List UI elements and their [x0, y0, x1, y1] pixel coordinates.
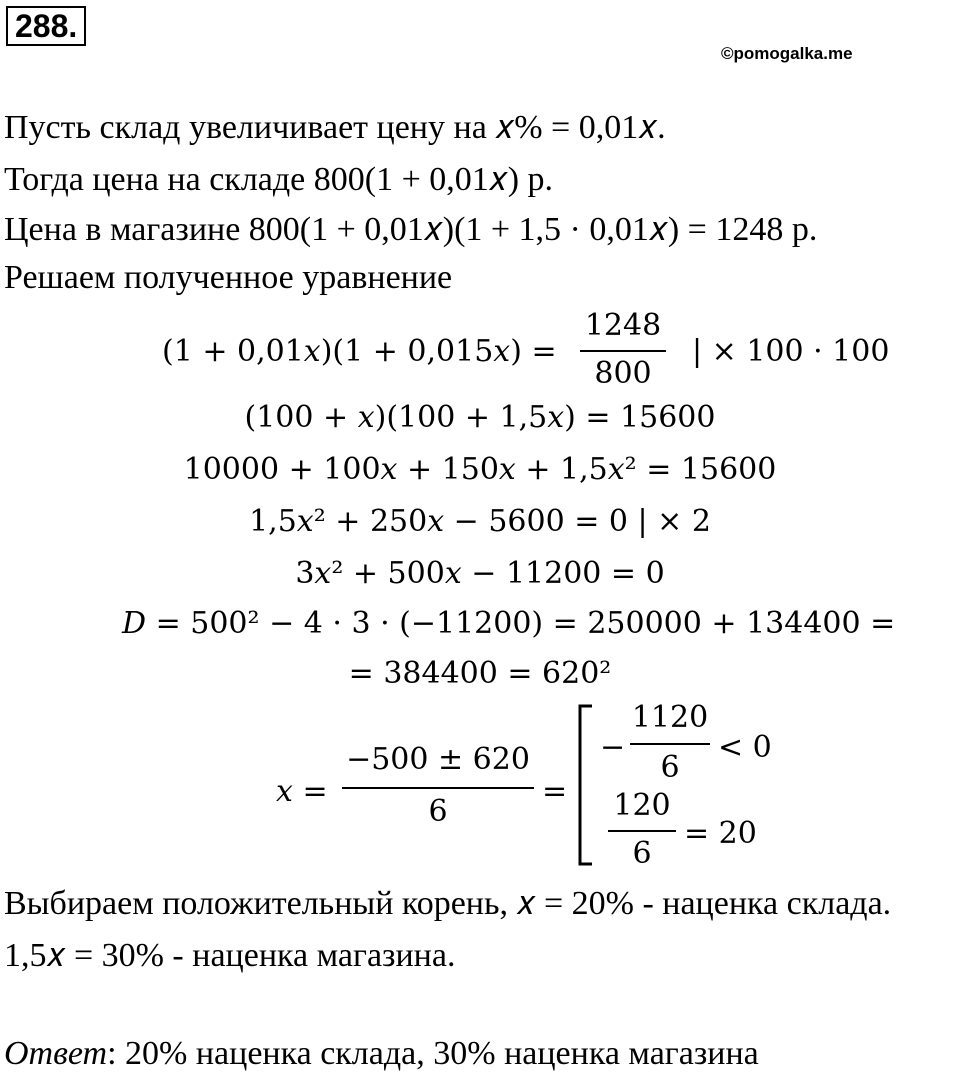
root-2-numerator: 120 [613, 788, 671, 823]
answer-line [4, 1034, 759, 1074]
roots-fraction-bar [342, 787, 534, 789]
roots-equals: = [542, 774, 568, 809]
equation-1-fraction-bar [580, 350, 666, 352]
roots-denominator: 6 [428, 794, 448, 829]
equation-1-right: | × 100 · 100 [692, 334, 890, 369]
equation-3: 10000 + 100𝑥 + 150𝑥 + 1,5𝑥² = 15600 [183, 452, 777, 487]
root-2-denominator: 6 [632, 836, 652, 871]
text-line-1: Пусть склад увеличивает цену на 𝑥% = 0,01𝑥. [4, 109, 666, 146]
equation-1-denominator: 800 [594, 356, 652, 391]
equation-6: 𝐷 = 500² − 4 · 3 · (−11200) = 250000 + 134400 = [122, 606, 896, 641]
text-line-3: Цена в магазине 800(1 + 0,01𝑥)(1 + 1,5 · 0,01𝑥) = 1248 р. [4, 211, 818, 248]
text-line-2: Тогда цена на складе 800(1 + 0,01𝑥) р. [4, 161, 554, 198]
watermark: ©pomogalka.me [721, 44, 853, 63]
root-2-tail: = 20 [684, 816, 757, 851]
root-1-minus: − [600, 730, 626, 765]
equation-4: 1,5𝑥² + 250𝑥 − 5600 = 0 | × 2 [249, 504, 711, 539]
root-1-denominator: 6 [660, 750, 680, 785]
problem-number: 288. [6, 6, 86, 46]
answer-label: Ответ [4, 1035, 108, 1072]
conclusion-line-1: Выбираем положительный корень, 𝑥 = 20% - наценка склада. [4, 885, 892, 922]
equation-1-left: (1 + 0,01𝑥)(1 + 0,015𝑥) = [162, 334, 557, 369]
set-bracket [576, 704, 596, 866]
answer-text: : 20% наценка склада, 30% наценка магазина [107, 1035, 759, 1072]
equation-5: 3𝑥² + 500𝑥 − 11200 = 0 [295, 556, 665, 591]
equation-1-numerator: 1248 [584, 308, 662, 343]
root-1-tail: < 0 [718, 730, 772, 765]
equation-2: (100 + 𝑥)(100 + 1,5𝑥) = 15600 [244, 400, 716, 435]
root-1-numerator: 1120 [631, 700, 709, 735]
roots-numerator: −500 ± 620 [346, 742, 530, 777]
roots-x-equals: 𝑥 = [276, 774, 328, 809]
equation-7: = 384400 = 620² [348, 656, 612, 691]
root-1-fraction-bar [630, 743, 710, 745]
conclusion-line-2: 1,5𝑥 = 30% - наценка магазина. [4, 937, 456, 974]
text-line-4: Решаем полученное уравнение [4, 259, 453, 296]
root-2-fraction-bar [608, 830, 676, 832]
